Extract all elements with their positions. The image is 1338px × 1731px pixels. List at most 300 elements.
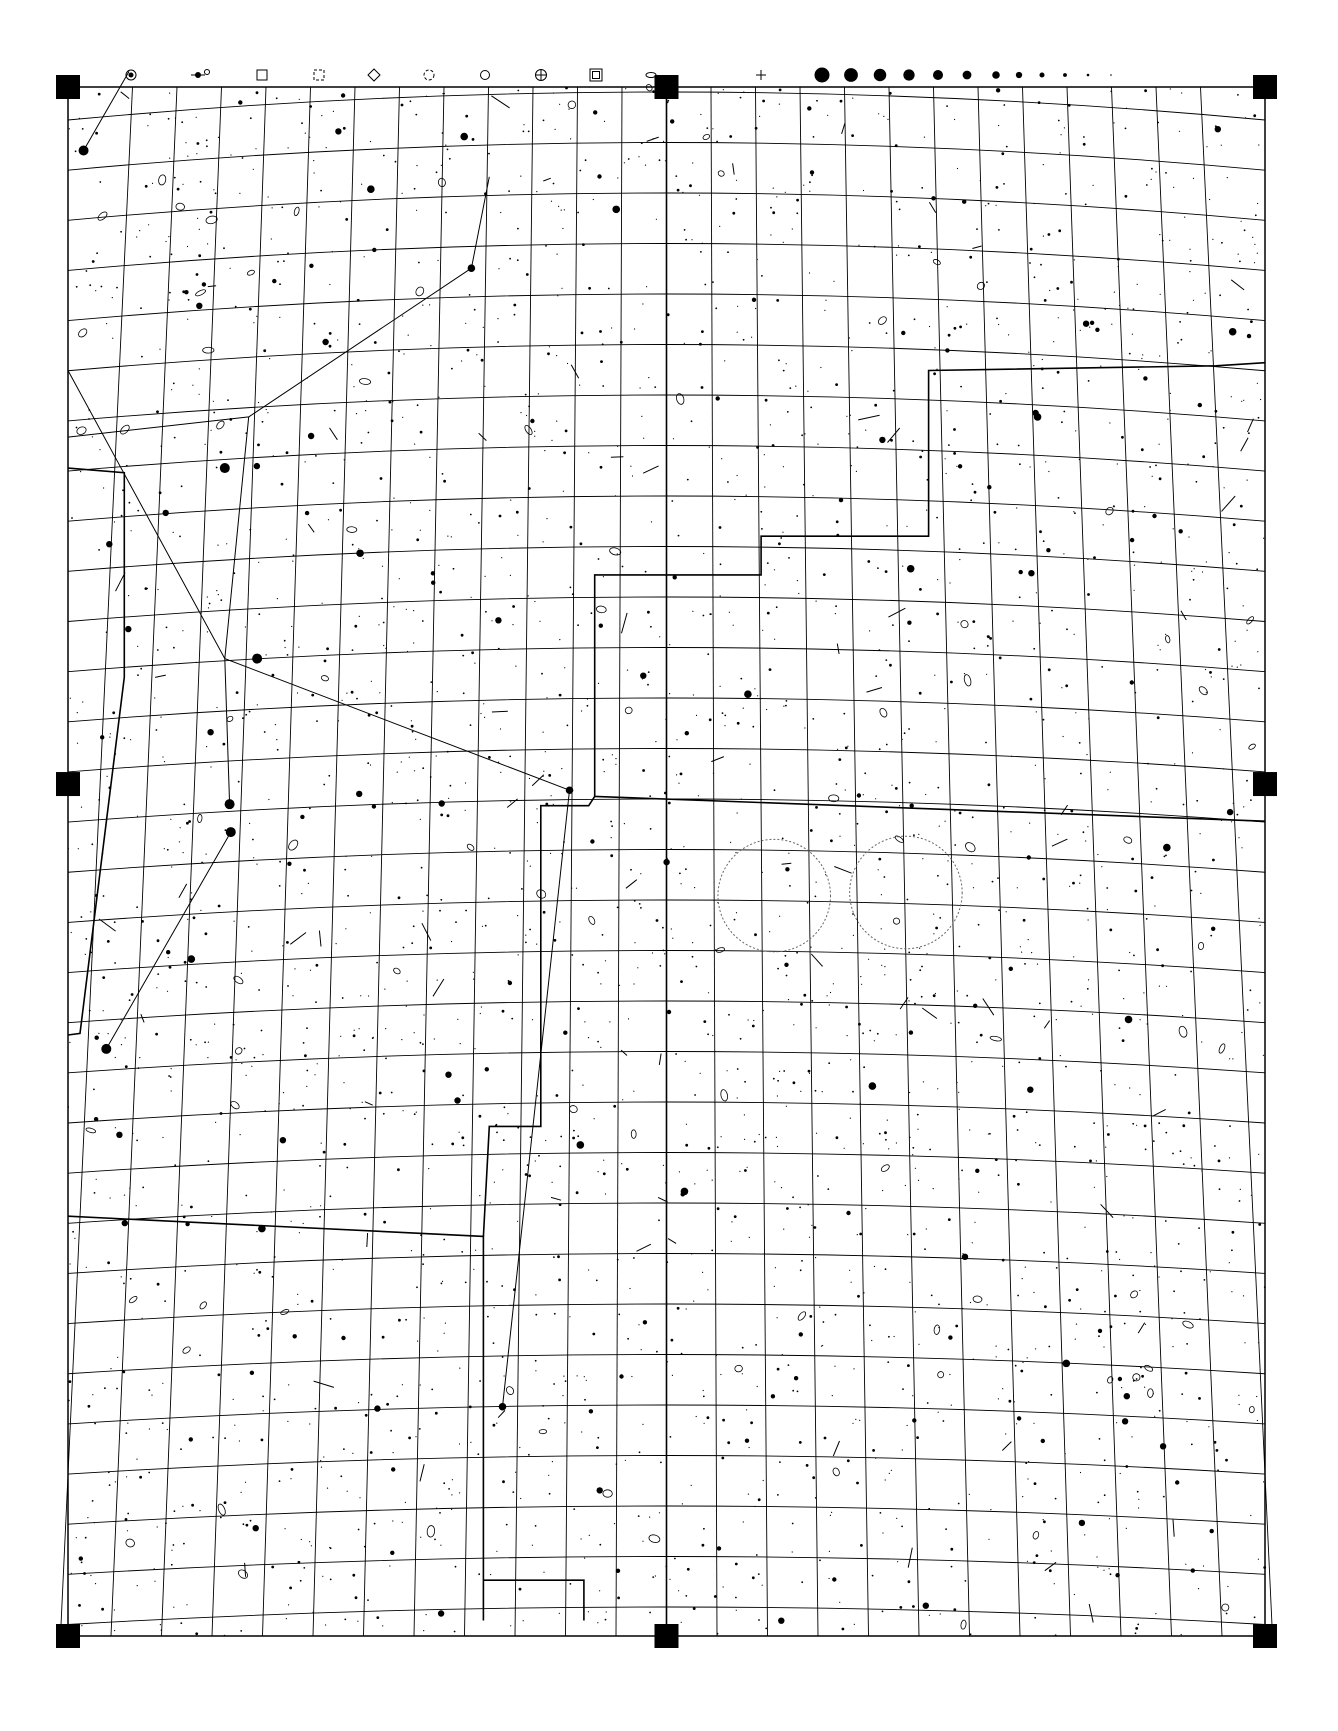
star — [933, 914, 934, 915]
star — [314, 1074, 315, 1075]
star — [602, 385, 604, 387]
star — [457, 1019, 458, 1020]
star — [850, 1118, 851, 1119]
star — [1043, 719, 1045, 721]
star — [1030, 466, 1031, 467]
star — [824, 1437, 827, 1440]
star — [1075, 712, 1076, 713]
star — [568, 109, 569, 110]
star — [530, 419, 534, 423]
star — [224, 1501, 227, 1504]
star — [1088, 979, 1089, 980]
star — [994, 511, 997, 514]
star-tick — [314, 1381, 334, 1387]
galaxy — [1165, 635, 1171, 643]
star — [441, 1283, 443, 1285]
registration-square — [655, 1624, 679, 1648]
star — [1027, 1478, 1028, 1479]
star — [173, 1544, 175, 1546]
star — [1065, 1066, 1067, 1068]
star — [1190, 967, 1191, 968]
star — [757, 695, 758, 696]
star — [912, 1605, 915, 1608]
star — [1241, 847, 1242, 848]
star — [322, 603, 323, 604]
star — [701, 386, 704, 389]
asterism-line — [225, 659, 230, 805]
star — [392, 1520, 393, 1521]
star — [90, 911, 91, 912]
star — [342, 700, 343, 701]
star — [740, 678, 742, 680]
star — [98, 549, 100, 551]
star — [1026, 1111, 1028, 1113]
star — [577, 624, 579, 626]
star-tick — [491, 96, 509, 108]
star — [1183, 1163, 1185, 1165]
star — [782, 838, 784, 840]
star — [988, 1539, 989, 1540]
star — [998, 1398, 999, 1399]
star — [1158, 1276, 1159, 1277]
star — [785, 955, 787, 957]
star — [249, 529, 251, 531]
star — [268, 196, 269, 197]
star — [337, 339, 338, 340]
star — [901, 1526, 903, 1528]
star — [1146, 918, 1148, 920]
star — [1247, 630, 1248, 631]
star-tick — [99, 919, 116, 931]
star — [405, 803, 407, 805]
star — [1154, 1416, 1155, 1417]
star — [196, 662, 197, 663]
star — [390, 1551, 394, 1555]
star — [249, 711, 251, 713]
star — [1260, 399, 1261, 400]
star — [1143, 376, 1147, 380]
star — [1118, 1377, 1122, 1381]
galaxy — [1198, 685, 1209, 696]
star — [869, 1030, 871, 1032]
star — [502, 1480, 505, 1483]
star — [681, 1353, 683, 1355]
multiple-star-icon — [191, 70, 210, 79]
star — [338, 720, 339, 721]
star — [845, 1006, 848, 1009]
star — [772, 211, 775, 214]
star — [591, 612, 593, 614]
star — [438, 1610, 444, 1616]
star — [445, 1072, 451, 1078]
star — [664, 792, 667, 795]
star-tick — [833, 1441, 839, 1456]
star — [199, 368, 200, 369]
star — [279, 317, 280, 318]
star — [812, 718, 814, 720]
star — [321, 115, 322, 116]
galaxy — [427, 1525, 435, 1537]
star — [692, 956, 694, 958]
star — [593, 110, 597, 114]
star — [341, 1336, 345, 1340]
star — [1045, 461, 1046, 462]
star — [813, 136, 815, 138]
star — [1036, 711, 1037, 712]
star — [897, 1561, 898, 1562]
star — [439, 910, 441, 912]
star — [809, 272, 810, 273]
star — [735, 1563, 738, 1566]
star — [441, 165, 442, 166]
star — [1201, 1170, 1202, 1171]
star — [155, 1033, 158, 1036]
star — [125, 1432, 127, 1434]
star — [1243, 1295, 1244, 1296]
star — [463, 1145, 465, 1147]
star — [987, 485, 991, 489]
star — [1216, 1449, 1219, 1452]
star — [340, 1475, 342, 1477]
star — [181, 485, 183, 487]
star — [1188, 1112, 1191, 1115]
star — [352, 649, 354, 651]
star — [810, 947, 811, 948]
star — [127, 1423, 128, 1424]
star — [323, 1456, 324, 1457]
star — [946, 410, 947, 411]
star — [744, 1139, 745, 1140]
galaxy — [567, 99, 578, 110]
star — [665, 719, 667, 721]
star — [996, 1356, 997, 1357]
star — [416, 165, 417, 166]
star — [849, 1270, 850, 1271]
star — [332, 251, 333, 252]
star — [758, 1619, 760, 1621]
star — [1166, 986, 1167, 987]
star — [303, 869, 306, 872]
star — [1133, 551, 1135, 553]
star — [551, 201, 552, 202]
star — [716, 1355, 717, 1356]
star — [1097, 1567, 1098, 1568]
star — [889, 664, 892, 667]
star — [602, 934, 604, 936]
star — [810, 829, 813, 832]
star — [735, 198, 737, 200]
star — [1189, 249, 1190, 250]
bright-star — [907, 565, 915, 573]
star — [399, 578, 400, 579]
star — [265, 1320, 267, 1322]
star — [1186, 1421, 1187, 1422]
star — [114, 1609, 115, 1610]
star — [553, 1383, 555, 1385]
star — [832, 1395, 833, 1396]
star — [187, 919, 188, 920]
star — [998, 909, 1000, 911]
star — [985, 742, 987, 744]
star — [529, 778, 530, 779]
star — [584, 1376, 585, 1377]
star — [1103, 1570, 1104, 1571]
star — [765, 1137, 767, 1139]
star — [1141, 448, 1144, 451]
star — [290, 1478, 291, 1479]
star — [92, 1394, 93, 1395]
star — [215, 192, 217, 194]
star — [638, 1515, 640, 1517]
star — [344, 1619, 346, 1621]
star — [116, 1132, 122, 1138]
star — [553, 804, 554, 805]
star — [149, 256, 151, 258]
star — [837, 749, 838, 750]
star-tick — [837, 644, 839, 654]
star — [93, 1089, 95, 1091]
star — [1196, 481, 1198, 483]
star — [96, 252, 98, 254]
star — [734, 499, 735, 500]
star — [1085, 204, 1087, 206]
star — [929, 326, 930, 327]
star — [262, 1396, 264, 1398]
star — [611, 327, 612, 328]
star — [274, 1399, 276, 1401]
galaxy — [1249, 1406, 1255, 1413]
star — [70, 1263, 71, 1264]
star — [554, 1313, 556, 1315]
star — [126, 465, 128, 467]
galaxy — [347, 527, 357, 533]
star — [774, 789, 776, 791]
star — [955, 1325, 958, 1328]
star — [413, 642, 414, 643]
star — [646, 286, 647, 287]
star — [359, 616, 360, 617]
star — [77, 712, 78, 713]
star — [476, 354, 477, 355]
star-tick — [622, 613, 628, 633]
star-tick — [668, 1239, 676, 1244]
star — [677, 1307, 680, 1310]
star — [525, 935, 526, 936]
star — [301, 893, 302, 894]
star — [1210, 1529, 1214, 1533]
star — [393, 606, 394, 607]
galaxy — [960, 1620, 966, 1630]
star — [815, 806, 818, 809]
star — [1027, 1561, 1028, 1562]
star — [780, 537, 782, 539]
star — [287, 1421, 288, 1422]
star — [869, 322, 871, 324]
star — [303, 1567, 305, 1569]
star — [782, 532, 783, 533]
star — [953, 1608, 956, 1611]
star — [242, 157, 244, 159]
star — [350, 1108, 351, 1109]
star — [867, 560, 870, 563]
star — [490, 1574, 491, 1575]
star — [1103, 524, 1104, 525]
star — [779, 1461, 781, 1463]
star — [765, 1628, 767, 1630]
star — [359, 1497, 360, 1498]
star — [1015, 549, 1017, 551]
star-tick — [908, 1548, 912, 1568]
ra-line — [1023, 87, 1071, 1636]
star — [976, 1041, 978, 1043]
star — [81, 916, 83, 918]
galaxy — [973, 1295, 983, 1302]
star — [851, 1282, 852, 1283]
star — [478, 1573, 480, 1575]
galaxy — [587, 915, 596, 925]
star — [408, 335, 409, 336]
star — [497, 341, 499, 343]
star — [437, 260, 438, 261]
star — [333, 1269, 334, 1270]
star — [1151, 876, 1154, 879]
star — [815, 1257, 816, 1258]
star — [180, 1622, 182, 1624]
star — [1048, 233, 1051, 236]
star — [1014, 1401, 1015, 1402]
star — [471, 597, 472, 598]
star — [1163, 1496, 1165, 1498]
star — [1217, 1469, 1219, 1471]
star — [437, 980, 438, 981]
star — [798, 593, 799, 594]
star — [99, 181, 101, 183]
star — [621, 1163, 622, 1164]
star — [617, 907, 619, 909]
star — [638, 156, 639, 157]
star — [520, 1498, 521, 1499]
star — [244, 1048, 246, 1050]
star — [1011, 756, 1012, 757]
star — [1096, 1160, 1097, 1161]
star — [156, 729, 158, 731]
star — [551, 440, 552, 441]
star — [253, 322, 254, 323]
star — [442, 473, 444, 475]
star — [420, 819, 421, 820]
star — [1029, 823, 1030, 824]
star — [258, 402, 259, 403]
star — [233, 1024, 235, 1026]
star — [493, 1424, 496, 1427]
star — [789, 387, 791, 389]
star — [703, 1528, 705, 1530]
star — [954, 844, 956, 846]
star — [388, 372, 391, 375]
star — [680, 980, 683, 983]
star — [881, 894, 882, 895]
star — [736, 180, 737, 181]
star — [593, 199, 594, 200]
asterism-line — [68, 371, 570, 791]
star — [117, 1357, 118, 1358]
star — [284, 640, 286, 642]
star — [630, 869, 632, 871]
star — [361, 442, 363, 444]
star — [672, 1375, 673, 1376]
star — [1251, 1195, 1252, 1196]
star — [687, 479, 689, 481]
star — [422, 305, 423, 306]
star — [602, 343, 604, 345]
star — [141, 920, 144, 923]
star — [248, 926, 250, 928]
star — [435, 1412, 438, 1415]
star — [354, 1030, 355, 1031]
star — [429, 947, 432, 950]
star — [908, 728, 910, 730]
star — [544, 450, 545, 451]
star — [1030, 248, 1033, 251]
star — [410, 502, 411, 503]
star — [741, 799, 742, 800]
star — [634, 328, 635, 329]
star — [1122, 1039, 1125, 1042]
star — [770, 424, 771, 425]
star — [792, 1551, 793, 1552]
star — [1179, 529, 1183, 533]
star — [445, 145, 446, 146]
star — [939, 917, 941, 919]
star — [186, 1604, 187, 1605]
star — [836, 520, 839, 523]
star — [1160, 294, 1161, 295]
star — [171, 389, 172, 390]
star — [983, 542, 985, 544]
star — [775, 1267, 776, 1268]
star — [921, 996, 923, 998]
star — [779, 104, 780, 105]
star — [315, 455, 317, 457]
star — [160, 717, 161, 718]
star-tick — [420, 1464, 424, 1481]
star — [1123, 1215, 1124, 1216]
star — [334, 410, 336, 412]
star — [447, 751, 449, 753]
star — [385, 1028, 386, 1029]
star — [520, 176, 521, 177]
star — [416, 538, 419, 541]
star — [316, 720, 318, 722]
star — [313, 160, 314, 161]
star — [1087, 826, 1088, 827]
star — [597, 972, 599, 974]
galaxy — [359, 378, 371, 385]
asterism-line — [249, 177, 490, 417]
star — [197, 218, 198, 219]
galaxy — [539, 1429, 547, 1433]
galaxy — [234, 1046, 243, 1055]
star — [1157, 645, 1158, 646]
star — [266, 409, 267, 410]
star — [1161, 964, 1164, 967]
star — [743, 708, 744, 709]
star — [210, 766, 211, 767]
star — [899, 209, 901, 211]
star — [292, 995, 293, 996]
star — [675, 175, 677, 177]
star — [857, 793, 861, 797]
